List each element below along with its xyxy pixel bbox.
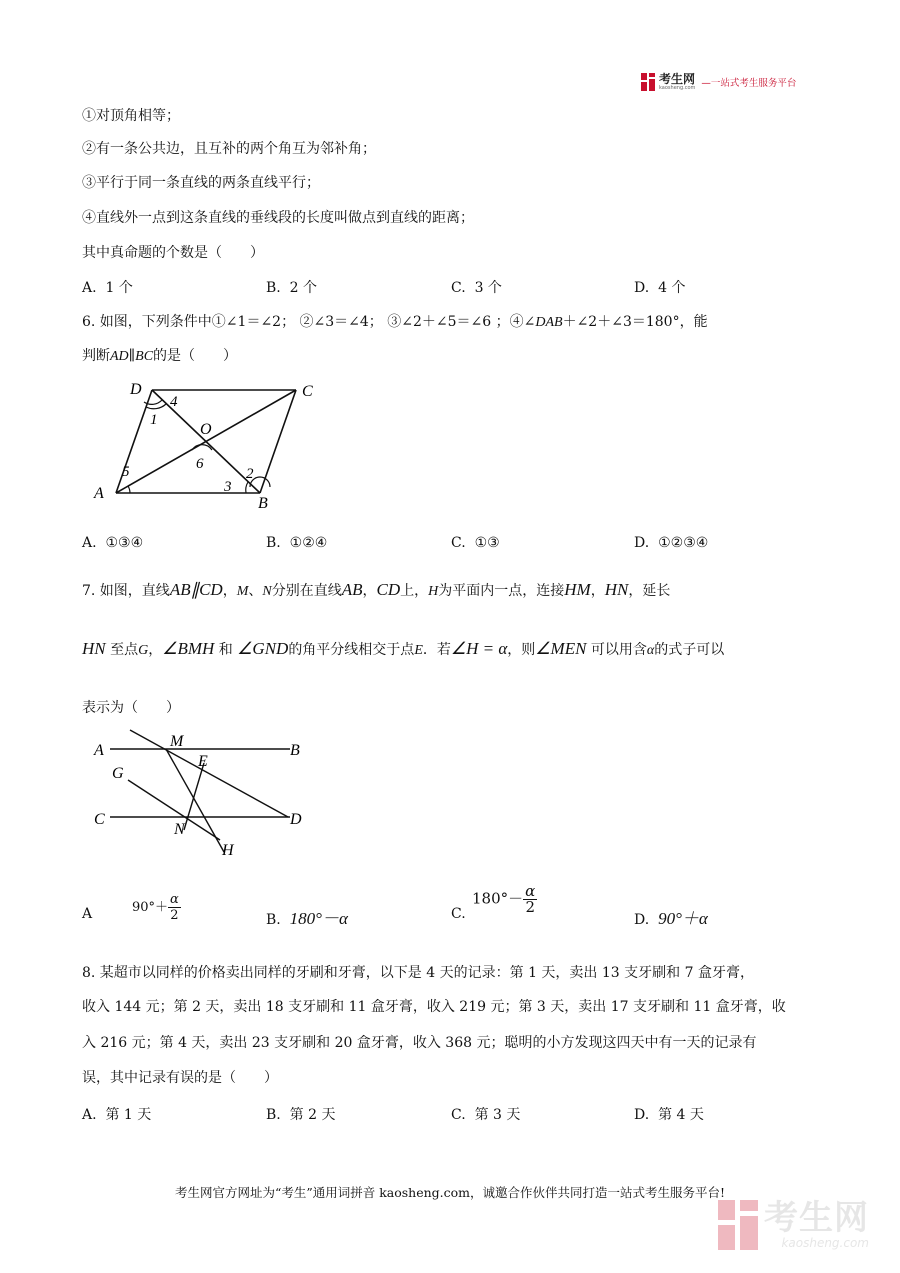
q5-option-c[interactable]: C. 3 个 [451,280,502,296]
q6-angle-5: 5 [122,464,130,480]
q8-option-d[interactable]: D. 第 4 天 [634,1107,704,1123]
watermark-text: 考生网 [764,1198,869,1238]
watermark-domain: kaosheng.com [781,1236,869,1250]
q6-label-c: C [302,383,313,400]
q6-angle-2: 2 [246,466,254,482]
q7-label-e: E [198,753,208,770]
watermark-logo-icon [718,1200,758,1250]
q6-angle-4: 4 [170,394,178,410]
q6-label-a: A [94,485,104,502]
q8-stem-line-4: 误，其中记录有误的是（ ） [82,1070,278,1086]
q7-option-c-letter[interactable]: C. [451,906,466,922]
footer-text: 考生网官方网址为“考生”通用词拼音 kaosheng.com，诚邀合作伙伴共同打造一站式考生服务平台! [174,1185,726,1200]
q5-option-b[interactable]: B. 2 个 [266,280,318,296]
q6-angle-1: 1 [150,412,158,428]
q7-label-d: D [290,811,302,828]
q6-option-a[interactable]: A. ①③④ [82,535,144,551]
q6-angle-6: 6 [196,456,204,472]
q7-option-d[interactable]: D. 90°＋α [634,909,708,928]
q7-label-n: N [174,821,185,838]
q8-option-a[interactable]: A. 第 1 天 [82,1107,152,1123]
q6-option-b[interactable]: B. ①②④ [266,535,328,551]
q8-stem-line-3: 入 216 元；第 4 天，卖出 23 支牙刷和 20 盒牙膏，收入 368 元；聪明的小方发现这四天中有一天的记录有 [82,1035,757,1051]
q5-statement-1: ①对顶角相等； [82,108,180,124]
q8-stem-line-2: 收入 144 元；第 2 天，卖出 18 支牙刷和 11 盒牙膏，收入 219 元；第 3 天，卖出 17 支牙刷和 11 盒牙膏，收 [82,999,786,1015]
q6-option-c[interactable]: C. ①③ [451,535,500,551]
q5-statement-4: ④直线外一点到这条直线的垂线段的长度叫做点到直线的距离； [82,210,474,226]
kaosheng-logo-icon [641,73,655,91]
q8-stem-line-1: 8. 某超市以同样的价格卖出同样的牙刷和牙膏，以下是 4 天的记录：第 1 天，卖出 13 支牙刷和 7 盒牙膏， [82,965,754,981]
q6-option-d[interactable]: D. ①②③④ [634,535,709,551]
q7-label-a: A [94,742,104,759]
q5-statement-3: ③平行于同一条直线的两条直线平行； [82,175,320,191]
q7-label-b: B [290,742,300,759]
logo-domain: kaosheng.com [659,85,696,91]
header-slogan: —一站式考生服务平台 [701,78,797,89]
q7-stem-line-1: 7. 如图，直线AB∥CD，M、N分别在直线AB，CD上，H为平面内一点，连接HM，HN，延长 [82,580,671,599]
q5-option-a[interactable]: A. 1 个 [82,280,133,296]
q8-option-b[interactable]: B. 第 2 天 [266,1107,336,1123]
q7-label-m: M [170,733,184,750]
q6-stem-line-2: 判断AD∥BC的是（ ） [82,348,238,364]
header-logo [641,70,796,94]
q5-statement-2: ②有一条公共边，且互补的两个角互为邻补角； [82,141,376,157]
q8-option-c[interactable]: C. 第 3 天 [451,1107,521,1123]
q6-label-d: D [130,381,142,398]
q7-option-a-letter[interactable]: A [82,906,93,922]
q7-stem-line-3: 表示为（ ） [82,700,180,716]
q7-option-b[interactable]: B. 180°－α [266,909,348,928]
logo-text: 考生网 [659,72,696,86]
q6-stem-line-1: 6. 如图，下列条件中①∠1＝∠2； ②∠3＝∠4； ③∠2＋∠5＝∠6 ；④∠DAB＋∠2＋∠3＝180°，能 [82,314,708,330]
q7-label-c: C [94,811,105,828]
q5-prompt: 其中真命题的个数是（ ） [82,245,264,261]
q6-label-b: B [258,495,268,512]
q5-option-d[interactable]: D. 4 个 [634,280,686,296]
q7-label-g: G [112,765,124,782]
q6-parallelogram-figure [88,374,328,514]
q7-parallel-lines-figure [88,728,328,862]
q6-label-o: O [200,421,212,438]
q7-option-c[interactable]: 180°－ $\frac{\alpha}{2}$ [472,882,536,916]
q6-angle-3: 3 [224,479,232,495]
q7-label-h: H [222,842,234,859]
q7-stem-line-2: HN 至点G，∠BMH 和 ∠GND的角平分线相交于点E．若∠H = α，则∠MEN 可以用含α的式子可以 [82,639,725,658]
q7-option-a[interactable]: 90°＋ $\frac{\alpha}{2}$ [132,892,179,923]
watermark [718,1200,869,1250]
